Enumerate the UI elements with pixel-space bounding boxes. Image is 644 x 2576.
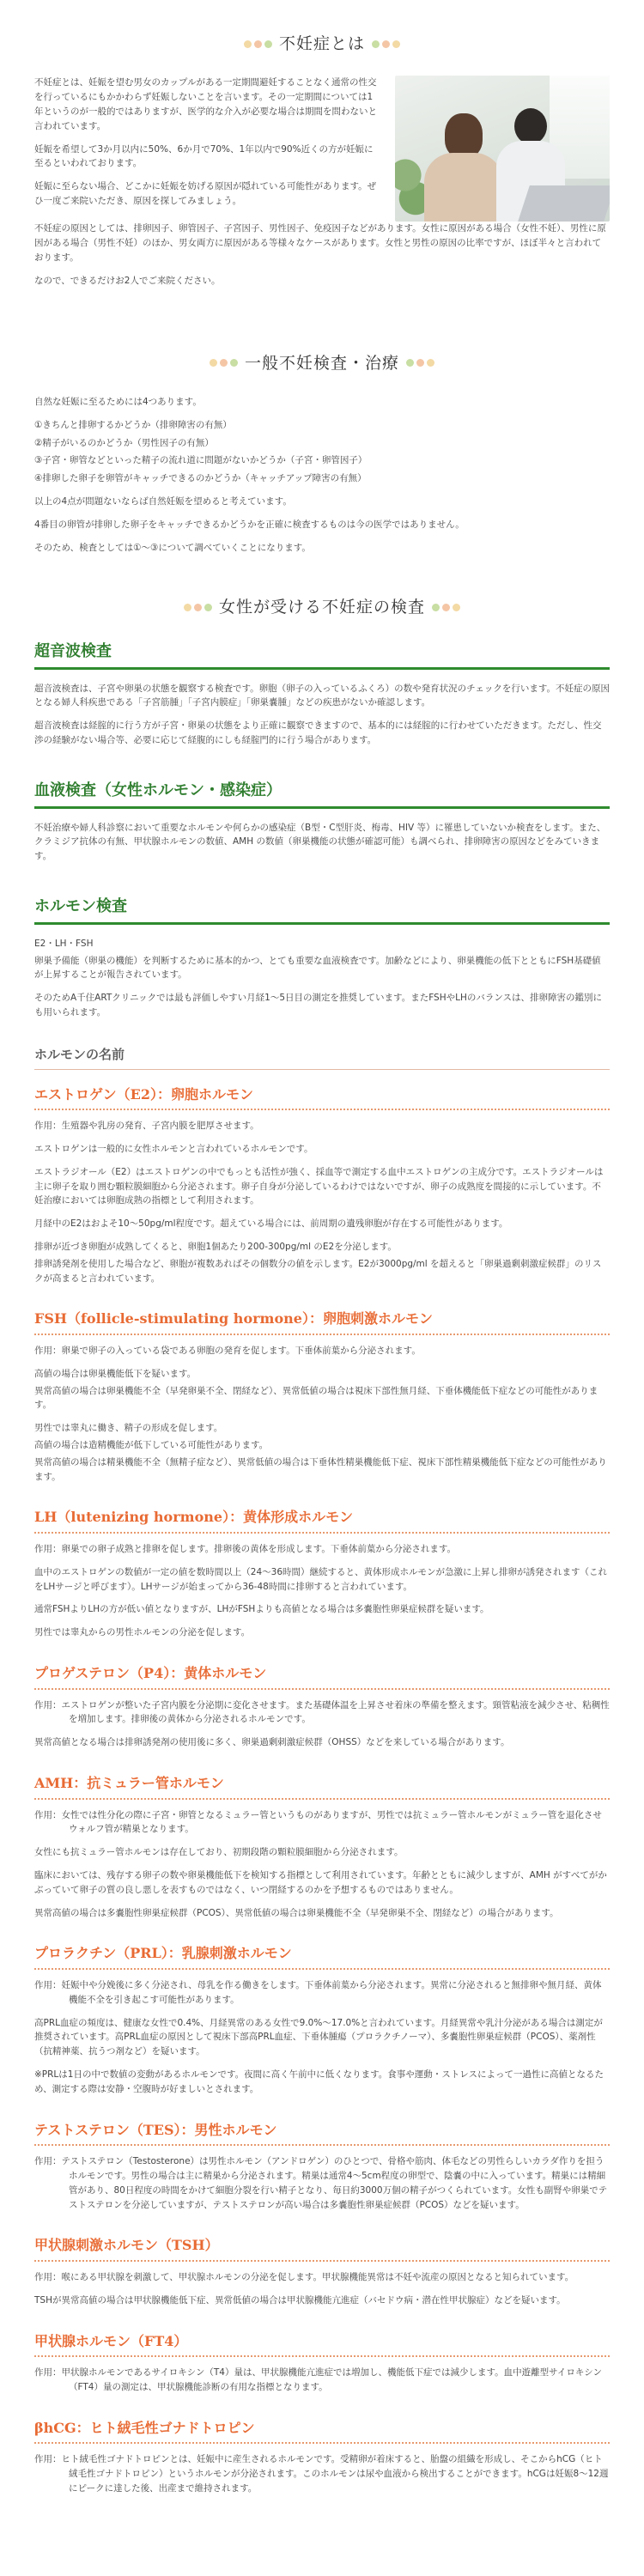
paragraph: 血中のエストロゲンの数値が一定の値を数時間以上（24～36時間）継続すると、黄体形成ホルモンが急激に上昇し排卵が誘発されます（これをLHサージと呼びます）。LHサージが始まってから36-48時間に排卵すると言われています。	[34, 1566, 608, 1592]
paragraph: 作用：ヒト絨毛性ゴナドトロピンとは、妊娠中に産生されるホルモンです。受精卵が着床すると、胎盤の組織を形成し、そこからhCG（ヒト絨毛性ゴナドトロピン）というホルモンが分泌されます。このホルモンは尿や血液から検出することができます。hCGは妊娠8～12週にピークに達した後、出産まで維持されます。	[34, 2454, 609, 2494]
paragraph: 作用：テストステロン（Testosterone）は男性ホルモン（アンドロゲン）のひとつで、骨格や筋肉、体毛などの男性らしいカラダ作りを担うホルモンです。男性の場合は主に精巣から分泌されます。精巣は通常4～5cm程度の卵型で、陰嚢の中に入っています。精巣には精細管があり、80日程度の時間をかけて細胞分裂を行い精子となり、毎日約3000万個の精子がつくられています。女性も副腎や卵巣でテストステロンを分泌していますが、テストステロンが高い場合は多嚢胞性卵巣症候群（PCOS）などを疑います。	[34, 2156, 608, 2210]
paragraph: 男性では睾丸からの男性ホルモンの分泌を促します。	[34, 1627, 251, 1638]
paragraph: 不妊症の原因としては、排卵因子、卵管因子、子宮因子、男性因子、免疫因子などがあります。女性に原因がある場合（女性不妊）、男性に原因がある場合（男性不妊）のほか、男女両方に原因がある等様々なケースがあります。女性と男性の原因の比率ですが、ほぼ半々と言われております。	[34, 223, 606, 263]
paragraph: なので、できるだけお2人でご来院ください。	[34, 275, 221, 286]
list-item: ③子宮・卵管などといった精子の流れ道に問題がないかどうか（子宮・卵管因子）	[34, 455, 368, 466]
paragraph: 高値の場合は造精機能が低下している可能性があります。	[34, 1440, 269, 1451]
decor-dots-right	[406, 359, 434, 367]
paragraph: 高値の場合は卵巣機能低下を疑います。	[34, 1368, 197, 1379]
p4-heading: プロゲステロン（P4）：黄体ホルモン	[34, 1662, 610, 1690]
tsh-heading: 甲状腺刺激ホルモン（TSH）	[34, 2234, 610, 2262]
paragraph: 4番目の卵管が排卵した卵子をキャッチできるかどうかを正確に検査するものは今の医学ではありません。	[34, 519, 465, 530]
decor-dots-left	[244, 40, 272, 48]
blood-test-heading: 血液検査（女性ホルモン・感染症）	[34, 779, 610, 809]
paragraph: 排卵が近づき卵胞が成熟してくると、卵胞1個あたり200-300pg/ml のE2を分泌します。	[34, 1242, 397, 1253]
prl-heading: プロラクチン（PRL）：乳腺刺激ホルモン	[34, 1942, 610, 1970]
decor-dots-right	[432, 604, 460, 611]
hormone-test-heading: ホルモン検査	[34, 895, 610, 925]
paragraph: ※PRLは1日の中で数値の変動があるホルモンです。夜間に高く午前中に低くなります。食事や運動・ストレスによって一過性に高値となるため、測定する際は安静・空腹時が好ましいとされます。	[34, 2069, 604, 2094]
paragraph: 男性では睾丸に働き、精子の形成を促します。	[34, 1423, 223, 1434]
paragraph: 女性にも抗ミュラー管ホルモンは存在しており、初期段階の顆粒膜細胞から分泌されます。	[34, 1847, 404, 1858]
hcg-heading: βhCG：ヒト絨毛性ゴナドトロピン	[34, 2417, 610, 2445]
paragraph: 作用：エストロゲンが整いた子宮内膜を分泌期に変化させます。また基礎体温を上昇させ着床の準備を整えます。頸管粘液を減少させ、粘稠性を増加します。排卵後の黄体から分泌されるホルモンです。	[34, 1699, 610, 1725]
paragraph: 作用：喉にある甲状腺を刺激して、甲状腺ホルモンの分泌を促します。甲状腺機能異常は不妊や流産の原因となると知られています。	[34, 2271, 574, 2282]
list-item: ①きちんと排卵するかどうか（排卵障害の有無）	[34, 419, 232, 430]
paragraph: 臨床においては、残存する卵子の数や卵巣機能低下を検知する指標として利用されています。年齢とともに減少しますが、AMH がすべてがかぶっていて卵子の質の良し悪しを表すものではなく、いつ閉経するのかを予想するものではありません。	[34, 1869, 607, 1895]
paragraph: 異常高値の場合は精巣機能不全（無精子症など）、異常低値の場合は下垂体性精巣機能低下症、視床下部性精巣機能低下症などの可能性があります。	[34, 1456, 607, 1482]
lh-heading: LH（lutenizing hormone）：黄体形成ホルモン	[34, 1506, 610, 1534]
paragraph: 異常高値となる場合は排卵誘発剤の使用後に多く、卵巣過剰刺激症候群（OHSS）などを来している場合があります。	[34, 1737, 510, 1748]
couple-photo	[395, 76, 610, 222]
list-item: ④排卵した卵子を卵管がキャッチできるのかどうか（キャッチアップ障害の有無）	[34, 473, 367, 484]
paragraph: E2・LH・FSH	[34, 938, 94, 949]
ultrasound-heading: 超音波検査	[34, 640, 610, 670]
ft4-heading: 甲状腺ホルモン（FT4）	[34, 2330, 610, 2358]
paragraph: 異常高値の場合は卵巣機能不全（早発卵巣不全、閉経など）、異常低値の場合は視床下部性無月経、下垂体機能低下症などの可能性があります。	[34, 1385, 598, 1411]
amh-heading: AMH：抗ミュラー管ホルモン	[34, 1772, 610, 1800]
paragraph: 超音波検査は、子宮や卵巣の状態を観察する検査です。卵胞（卵子の入っているふくろ）の数や発育状況のチェックを行います。不妊症の原因となる婦人科疾患である「子宮筋腫」「子宮内膜症」「卵巣嚢腫」などの疾患がないか確認します。	[34, 683, 611, 708]
section-title-female-tests: 女性が受ける不妊症の検査	[218, 598, 425, 617]
paragraph: 妊娠を希望して3か月以内に50%、6か月で70%、1年以内で90%近くの方が妊娠に至るといわれております。	[34, 143, 374, 169]
section-heading	[34, 594, 610, 620]
paragraph: そのため、検査としては①～③について調べていくことになります。	[34, 542, 311, 553]
paragraph: 妊娠に至らない場合、どこかに妊娠を妨げる原因が隠れている可能性があります。ぜひ一度ご来院いただき、原因を探してみましょう。	[34, 181, 377, 206]
paragraph: 作用：甲状腺ホルモンであるサイロキシン（T4）量は、甲状腺機能亢進症では増加し、機能低下症では減少します。血中遊離型サイロキシン（FT4）量の測定は、甲状腺機能診断の有用な指標となります。	[34, 2367, 603, 2392]
paragraph: 高PRL血症の頻度は、健康な女性で0.4%、月経異常のある女性で9.0%～17.0%と言われています。月経異常や乳汁分泌がある場合は測定が推奨されています。高PRL血症の原因として視床下部高PRL血症、下垂体腫瘍（プロラクチノーマ）、多嚢胞性卵巣症候群（PCOS）、薬剤性（抗精神薬、抗うつ剤など）を疑います。	[34, 2017, 603, 2057]
tes-heading: テストステロン（TES）：男性ホルモン	[34, 2119, 610, 2147]
decor-dots-left	[184, 604, 212, 611]
paragraph: 月経中のE2はおよそ10～50pg/ml程度です。超えている場合には、前周期の遺残卵胞が存在する可能性があります。	[34, 1218, 508, 1230]
paragraph: 作用：生殖器や乳房の発育、子宮内膜を肥厚させます。	[34, 1121, 259, 1132]
paragraph: 作用：妊娠中や分娩後に多く分泌され、母乳を作る働きをします。下垂体前葉から分泌されます。異常に分泌されると無排卵や無月経、黄体機能不全を引き起こす可能性があります。	[34, 1979, 602, 2005]
decor-dots-left	[210, 359, 238, 367]
paragraph: 不妊症とは、妊娠を望む男女のカップルがある一定期間避妊することなく通常の性交を行っているにもかかわらず妊娠しないことを言います。その一定期間については1年というのが一般的ではありますが、医学的な介入が必要な場合は期間を問わないと言われています。	[34, 77, 377, 131]
paragraph: TSHが異常高値の場合は甲状腺機能低下症、異常低値の場合は甲状腺機能亢進症（バセドウ病・潜在性甲状腺症）などを疑います。	[34, 2294, 566, 2306]
paragraph: 以上の4点が問題ないならば自然妊娠を望めると考えています。	[34, 495, 292, 507]
paragraph: エストロゲンは一般的に女性ホルモンと言われているホルモンです。	[34, 1144, 313, 1155]
paragraph: 排卵誘発剤を使用した場合など、卵胞が複数あればその個数分の値を示します。E2が3000pg/ml を超えると「卵巣過剰刺激症候群」のリスクが高まると言われています。	[34, 1258, 602, 1284]
paragraph: 作用：卵巣で卵子の入っている袋である卵胞の発育を促します。下垂体前葉から分泌されます。	[34, 1346, 421, 1357]
paragraph: 自然な妊娠に至るためには4つあります。	[34, 396, 202, 407]
e2-heading: エストロゲン（E2）：卵胞ホルモン	[34, 1084, 610, 1111]
hormone-names-heading: ホルモンの名前	[34, 1044, 610, 1070]
paragraph: 不妊治療や婦人科診察において重要なホルモンや何らかの感染症（B型・C型肝炎、梅毒、HIV 等）に罹患していないか検査をします。また、クラミジア抗体の有無、甲状腺ホルモンの数値、AMH の数値（卵巣機能の状態が確認可能）も調べられ、排卵障害の原因などをみていきます。	[34, 822, 606, 862]
fsh-heading: FSH（follicle-stimulating hormone）：卵胞刺激ホルモン	[34, 1308, 610, 1335]
intro-block	[34, 76, 610, 222]
paragraph: エストラジオール（E2）はエストロゲンの中でもっとも活性が強く、採血等で測定する血中エストロゲンの主成分です。エストラジオールは主に卵子を取り囲む顆粒膜細胞から分泌されます。卵子自身が分泌しているわけではないですが、卵子の成熟度を間接的に示しています。不妊治療においては卵胞成熟の指標として利用されます。	[34, 1166, 604, 1206]
paragraph: 作用：卵巣での卵子成熟と排卵を促します。排卵後の黄体を形成します。下垂体前葉から分泌されます。	[34, 1544, 456, 1555]
paragraph: 作用：女性では性分化の際に子宮・卵管となるミュラー管というものがありますが、男性では抗ミュラー管ホルモンがミュラー管を退化させウォルフ管が精巣となります。	[34, 1809, 602, 1835]
paragraph: そのためA千住ARTクリニックでは最も評価しやすい月経1～5日目の測定を推奨しています。またFSHやLHのバランスは、排卵障害の鑑別にも用いられます。	[34, 993, 603, 1018]
section-title-general-test: 一般不妊検査・治療	[244, 353, 399, 373]
section-heading	[34, 350, 610, 376]
section-title-infertility: 不妊症とは	[278, 34, 365, 53]
paragraph: 異常高値の場合は多嚢胞性卵巣症候群（PCOS）、異常低値の場合は卵巣機能不全（早発卵巣不全、閉経など）の場合があります。	[34, 1907, 559, 1918]
paragraph: 通常FSHよりLHの方が低い値となりますが、LHがFSHよりも高値となる場合は多嚢胞性卵巣症候群を疑います。	[34, 1604, 489, 1615]
paragraph: 超音波検査は経腟的に行う方が子宮・卵巣の状態をより正確に観察できますので、基本的には経腟的に行わせていただきます。ただし、性交渉の経験がない場合等、必要に応じて経腹的にしも経腟門的に行う場合があります。	[34, 720, 602, 745]
section-heading	[34, 31, 610, 57]
paragraph: 卵巣予備能（卵巣の機能）を判断するために基本的かつ、とても重要な血液検査です。加齢などにより、卵巣機能の低下とともにFSH基礎値が上昇することが報告されています。	[34, 955, 601, 981]
decor-dots-right	[372, 40, 400, 48]
list-item: ②精子がいるのかどうか（男性因子の有無）	[34, 437, 214, 448]
condition-list	[34, 418, 610, 486]
